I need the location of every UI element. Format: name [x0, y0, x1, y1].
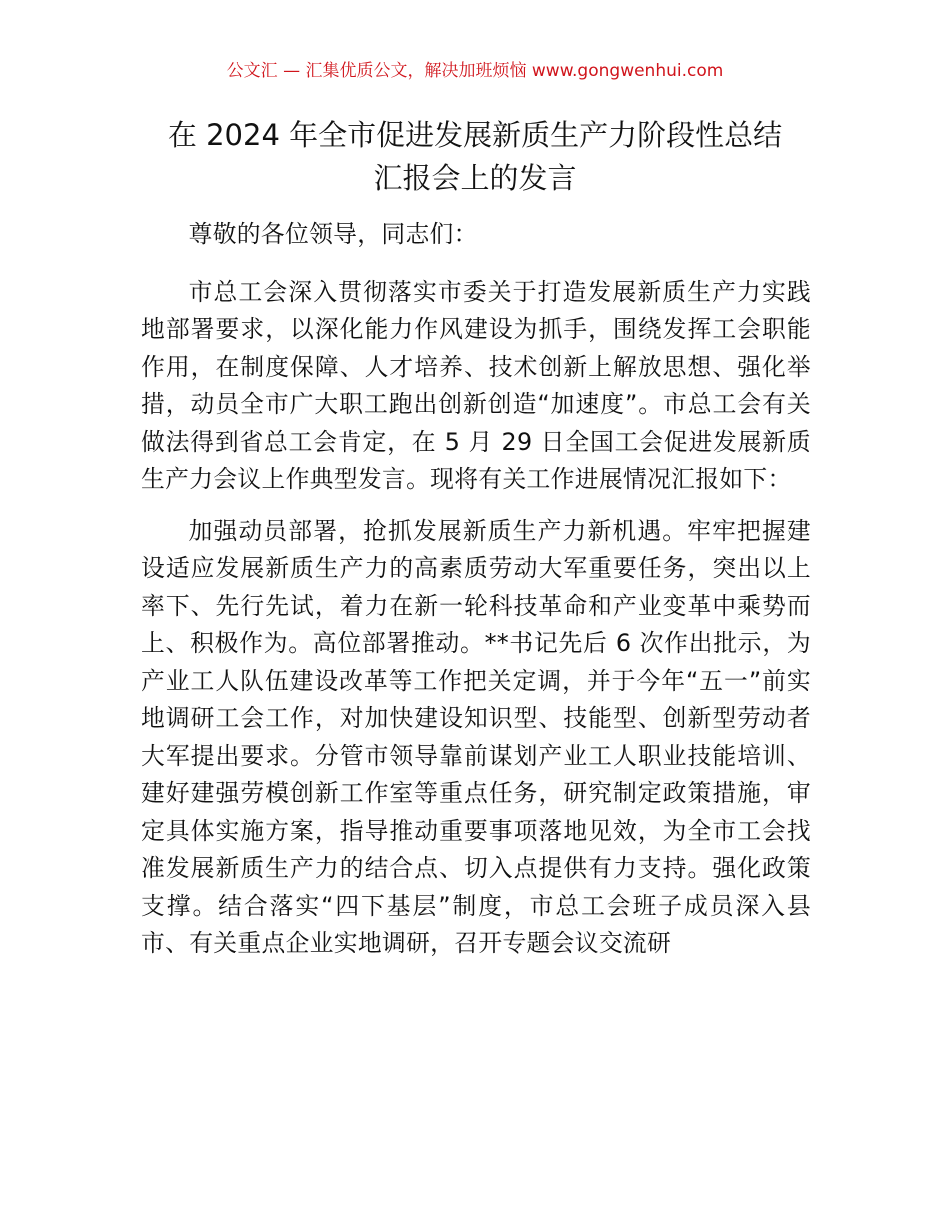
paragraph-mobilization: 加强动员部署，抢抓发展新质生产力新机遇。牢牢把握建设适应发展新质生产力的高素质劳动大军重要任务，突出以上率下、先行先试，着力在新一轮科技革命和产业变革中乘势而上、积极作为。高位部署推动。**书记先后 6 次作出批示，为产业工人队伍建设改革等工作把关定调，并于今年“五一”前实地调研工会工作，对加快建设知识型、技能型、创新型劳动者大军提出要求。分管市领导靠前谋划产业工人职业技能培训、建好建强劳模创新工作室等重点任务，研究制定政策措施，审定具体实施方案，指导推动重要事项落地见效，为全市工会找准发展新质生产力的结合点、切入点提供有力支持。强化政策支撑。结合落实“四下基层”制度，市总工会班子成员深入县市、有关重点企业实地调研，召开专题会议交流研	[141, 516, 811, 957]
title-line-1: 在 2024 年全市促进发展新质生产力阶段性总结	[167, 118, 783, 152]
document-title	[100, 114, 850, 200]
greeting: 尊敬的各位领导，同志们：	[188, 220, 478, 248]
title-line-2: 汇报会上的发言	[373, 161, 577, 195]
document-body	[141, 216, 811, 977]
paragraph-intro: 市总工会深入贯彻落实市委关于打造发展新质生产力实践地部署要求，以深化能力作风建设为抓手，围绕发挥工会职能作用，在制度保障、人才培养、技术创新上解放思想、强化举措，动员全市广大职工跑出创新创造“加速度”。市总工会有关做法得到省总工会肯定，在 5 月 29 日全国工会促进发展新质生产力会议上作典型发言。现将有关工作进展情况汇报如下：	[141, 277, 811, 493]
site-banner[interactable]: 公文汇 — 汇集优质公文，解决加班烦恼 www.gongwenhui.com	[226, 61, 724, 81]
